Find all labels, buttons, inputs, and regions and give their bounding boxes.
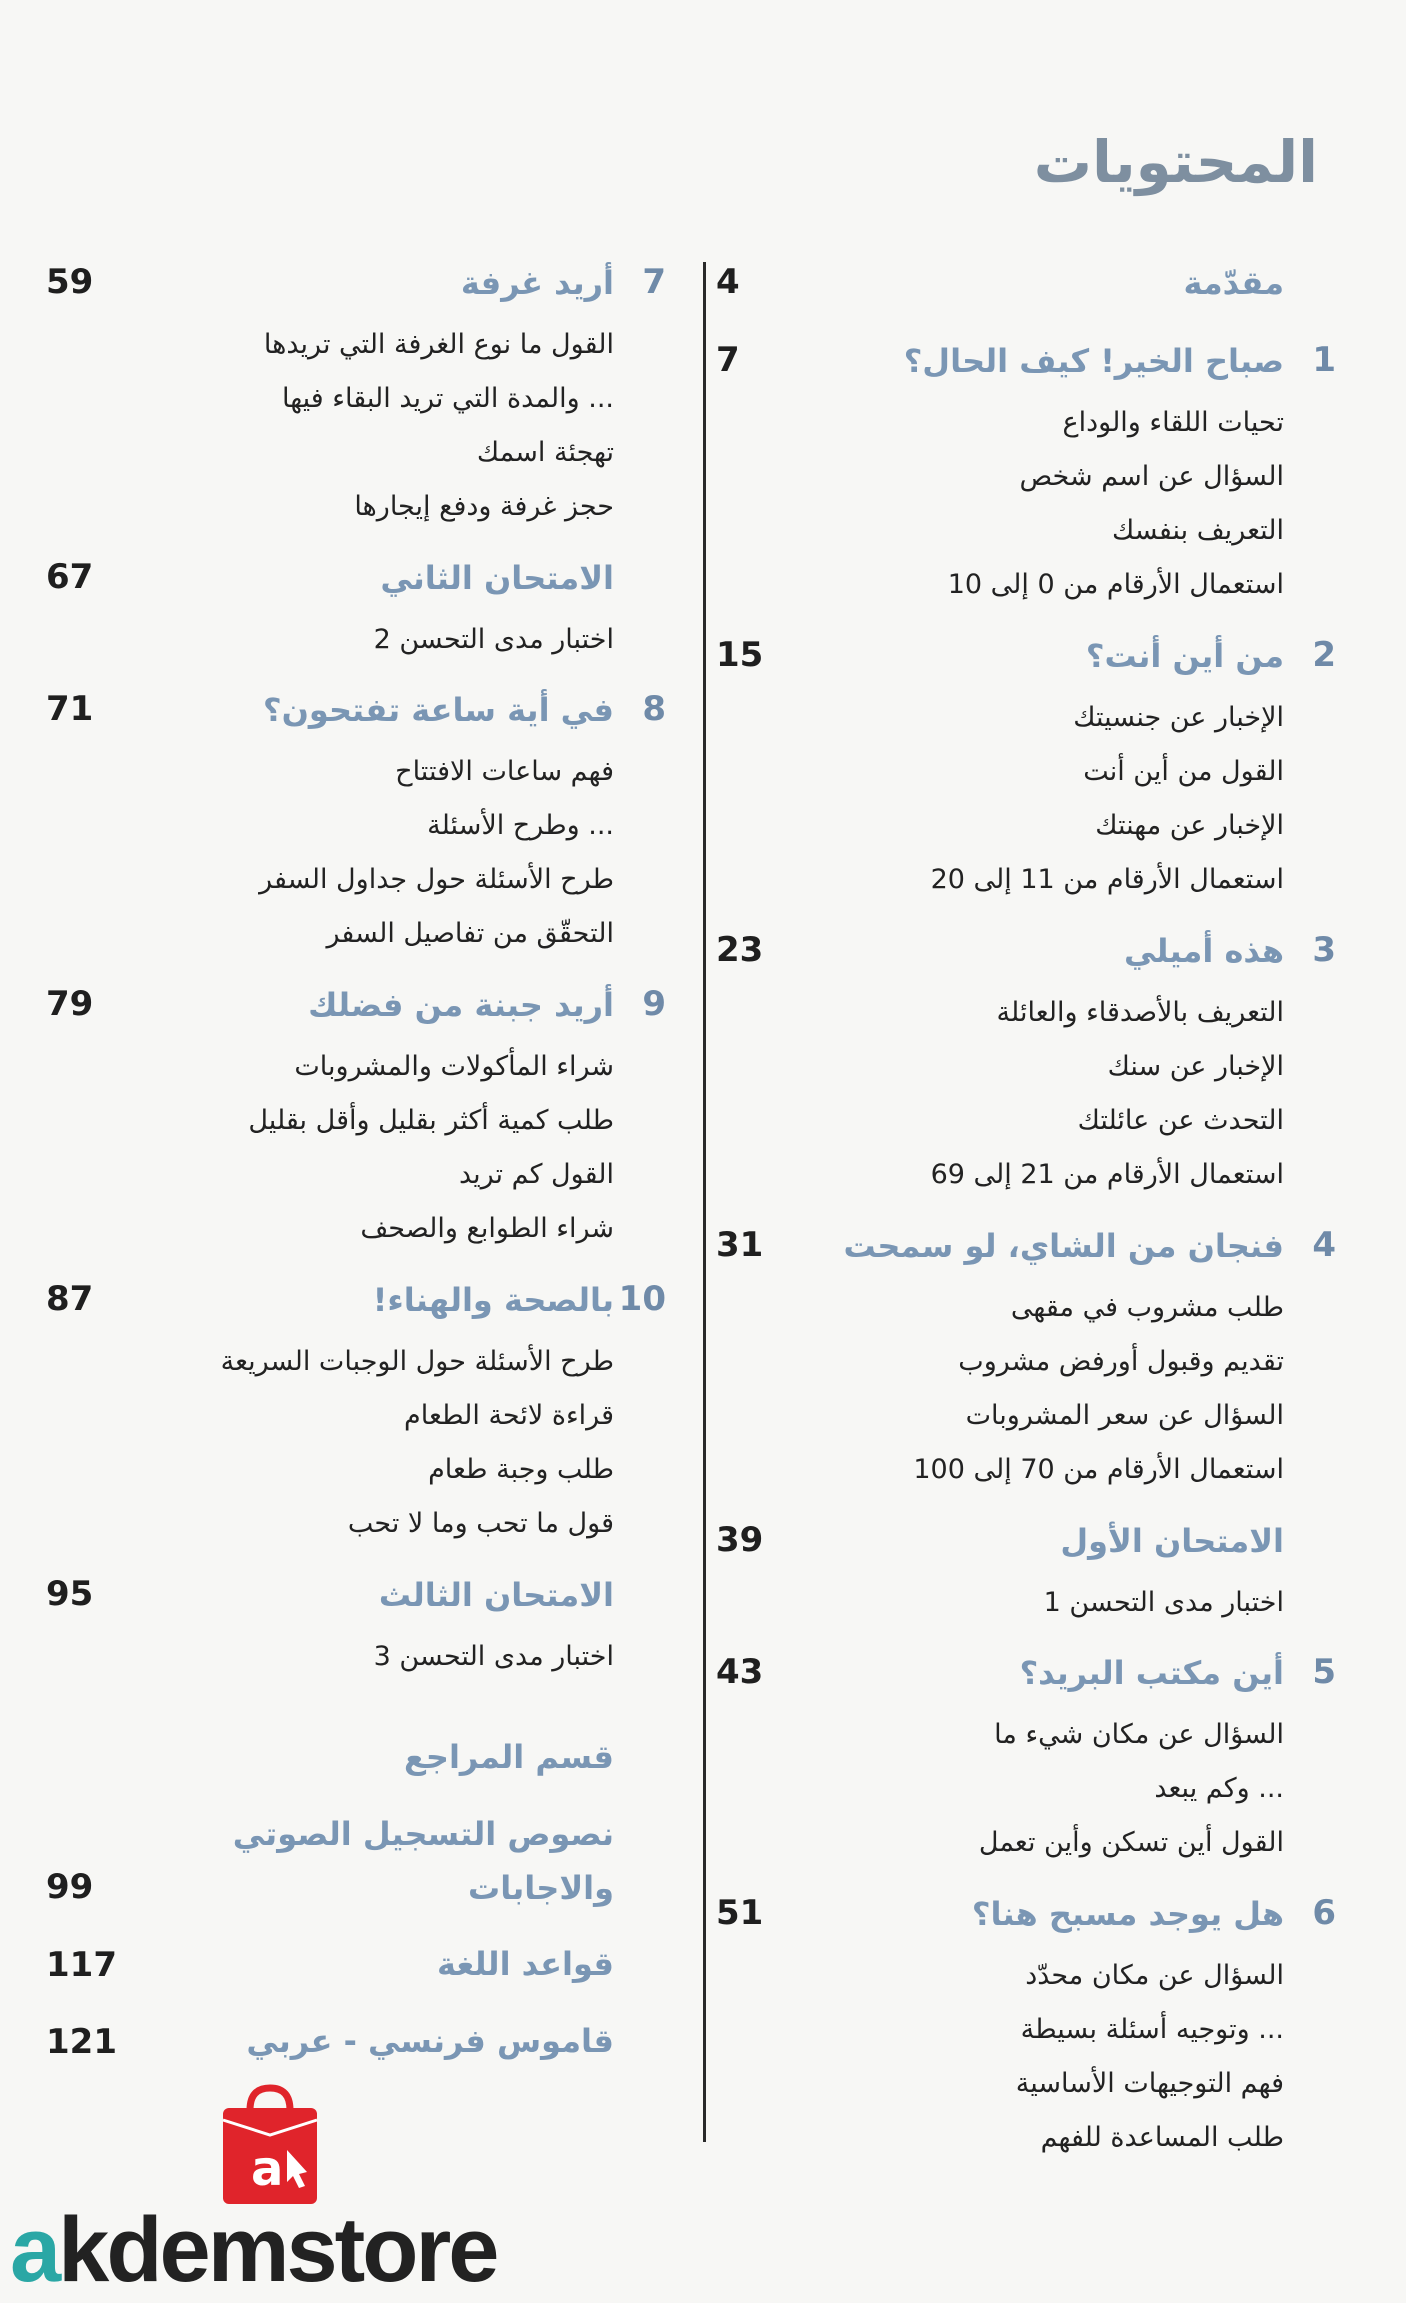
chapter-title: نصوص التسجيل الصوتي xyxy=(232,1815,614,1853)
chapter-number: 9 xyxy=(642,984,666,1024)
page-number: 59 xyxy=(46,262,94,302)
logo-icon-letter: a xyxy=(251,2141,284,2197)
topic-item: ... والمدة التي تريد البقاء فيها xyxy=(281,383,614,414)
topic-item: حجز غرفة ودفع إيجارها xyxy=(354,491,614,522)
topic-item: فهم ساعات الافتتاح xyxy=(395,756,614,787)
page-number: 31 xyxy=(716,1225,764,1265)
topic-item: فهم التوجيهات الأساسية xyxy=(1015,2068,1284,2099)
topic-item: الإخبار عن مهنتك xyxy=(1095,810,1284,841)
page-number: 39 xyxy=(716,1520,764,1560)
topic-item: التعريف بالأصدقاء والعائلة xyxy=(996,997,1284,1028)
topic-item: القول كم تريد xyxy=(458,1159,614,1190)
topic-item: التحدث عن عائلتك xyxy=(1077,1105,1284,1136)
topic-item: ... وكم يبعد xyxy=(1154,1773,1284,1804)
topic-item: الإخبار عن جنسيتك xyxy=(1073,702,1284,733)
page-number: 79 xyxy=(46,984,94,1024)
topic-item: استعمال الأرقام من 0 إلى 10 xyxy=(947,569,1284,600)
topic-item: التحقّق من تفاصيل السفر xyxy=(326,918,614,949)
page-number: 7 xyxy=(716,340,740,380)
page-number: 67 xyxy=(46,557,94,597)
page-number: 15 xyxy=(716,635,764,675)
chapter-number: 6 xyxy=(1312,1893,1336,1933)
topic-item: استعمال الأرقام من 70 إلى 100 xyxy=(913,1454,1284,1485)
logo-wordmark-rest: kdemstore xyxy=(58,2199,497,2301)
chapter-number: 2 xyxy=(1312,635,1336,675)
topic-item: اختبار مدى التحسن 3 xyxy=(373,1641,614,1672)
topic-item: السؤال عن اسم شخص xyxy=(1019,461,1284,492)
shopping-bag-icon xyxy=(215,2080,325,2210)
chapter-title: أين مكتب البريد؟ xyxy=(1019,1654,1284,1692)
chapter-number: 10 xyxy=(618,1279,666,1319)
chapter-title: مقدّمة xyxy=(1183,264,1284,302)
page-number: 117 xyxy=(46,1945,117,1985)
chapter-title: قواعد اللغة xyxy=(437,1945,614,1983)
chapter-number: 3 xyxy=(1312,930,1336,970)
topic-item: ... وتوجيه أسئلة بسيطة xyxy=(1020,2014,1284,2045)
page-number: 51 xyxy=(716,1893,764,1933)
chapter-title: أريد جبنة من فضلك xyxy=(308,986,614,1024)
page-number: 43 xyxy=(716,1652,764,1692)
topic-item: القول من أين أنت xyxy=(1083,756,1284,787)
topic-item: طلب مشروب في مقهى xyxy=(1010,1292,1284,1323)
topic-item: استعمال الأرقام من 21 إلى 69 xyxy=(930,1159,1284,1190)
topic-item: شراء الطوابع والصحف xyxy=(360,1213,614,1244)
chapter-title: صباح الخير! كيف الحال؟ xyxy=(903,342,1284,380)
store-logo xyxy=(10,2080,530,2301)
topic-item: اختبار مدى التحسن 1 xyxy=(1043,1587,1284,1618)
topic-item: طرح الأسئلة حول الوجبات السريعة xyxy=(220,1346,614,1377)
chapter-title: فنجان من الشاي، لو سمحت xyxy=(843,1227,1284,1265)
chapter-title: بالصحة والهناء! xyxy=(372,1281,614,1319)
page-number: 4 xyxy=(716,262,740,302)
chapter-title-continued: والاجابات xyxy=(468,1869,614,1907)
topic-item: شراء المأكولات والمشروبات xyxy=(294,1051,614,1082)
topic-item: طلب المساعدة للفهم xyxy=(1040,2122,1284,2153)
chapter-number: 4 xyxy=(1312,1225,1336,1265)
chapter-title: الامتحان الأول xyxy=(1060,1522,1284,1560)
chapter-number: 7 xyxy=(642,262,666,302)
topic-item: استعمال الأرقام من 11 إلى 20 xyxy=(930,864,1284,895)
chapter-number: 5 xyxy=(1312,1652,1336,1692)
page-number: 95 xyxy=(46,1574,94,1614)
chapter-title: الامتحان الثاني xyxy=(380,559,614,597)
topic-item: قراءة لائحة الطعام xyxy=(404,1400,614,1431)
topic-item: السؤال عن مكان شيء ما xyxy=(994,1719,1284,1750)
column-divider xyxy=(703,262,706,2142)
topic-item: القول أين تسكن وأين تعمل xyxy=(978,1827,1284,1858)
page-number: 23 xyxy=(716,930,764,970)
chapter-title: هل يوجد مسبح هنا؟ xyxy=(971,1895,1284,1933)
page-number: 121 xyxy=(46,2022,117,2062)
logo-accent-letter: a xyxy=(10,2199,59,2301)
topic-item: طلب كمية أكثر بقليل وأقل بقليل xyxy=(248,1105,614,1136)
topic-item: ... وطرح الأسئلة xyxy=(427,810,614,841)
topic-item: اختبار مدى التحسن 2 xyxy=(373,624,614,655)
chapter-title: قاموس فرنسي - عربي xyxy=(246,2022,614,2060)
chapter-title: الامتحان الثالث xyxy=(378,1576,614,1614)
chapter-title: هذه أميلي xyxy=(1124,932,1284,970)
chapter-number: 8 xyxy=(642,689,666,729)
section-heading: قسم المراجع xyxy=(404,1738,614,1776)
chapter-title: أريد غرفة xyxy=(460,264,614,302)
topic-item: تقديم وقبول أورفض مشروب xyxy=(958,1346,1284,1377)
topic-item: السؤال عن مكان محدّد xyxy=(1025,1960,1284,1991)
chapter-number: 1 xyxy=(1312,340,1336,380)
topic-item: طرح الأسئلة حول جداول السفر xyxy=(259,864,614,895)
page-title: المحتويات xyxy=(1033,128,1318,196)
topic-item: التعريف بنفسك xyxy=(1111,515,1284,546)
chapter-title: من أين أنت؟ xyxy=(1085,637,1284,675)
topic-item: القول ما نوع الغرفة التي تريدها xyxy=(263,329,614,360)
topic-item: قول ما تحب وما لا تحب xyxy=(347,1508,614,1539)
logo-wordmark xyxy=(10,2198,496,2303)
page-number: 87 xyxy=(46,1279,94,1319)
page-number: 99 xyxy=(46,1867,94,1907)
topic-item: السؤال عن سعر المشروبات xyxy=(965,1400,1284,1431)
topic-item: تحيات اللقاء والوداع xyxy=(1062,407,1284,438)
topic-item: طلب وجبة طعام xyxy=(428,1454,614,1485)
chapter-title: في أية ساعة تفتحون؟ xyxy=(263,691,614,729)
page-number: 71 xyxy=(46,689,94,729)
topic-item: الإخبار عن سنك xyxy=(1107,1051,1284,1082)
topic-item: تهجئة اسمك xyxy=(476,437,614,468)
